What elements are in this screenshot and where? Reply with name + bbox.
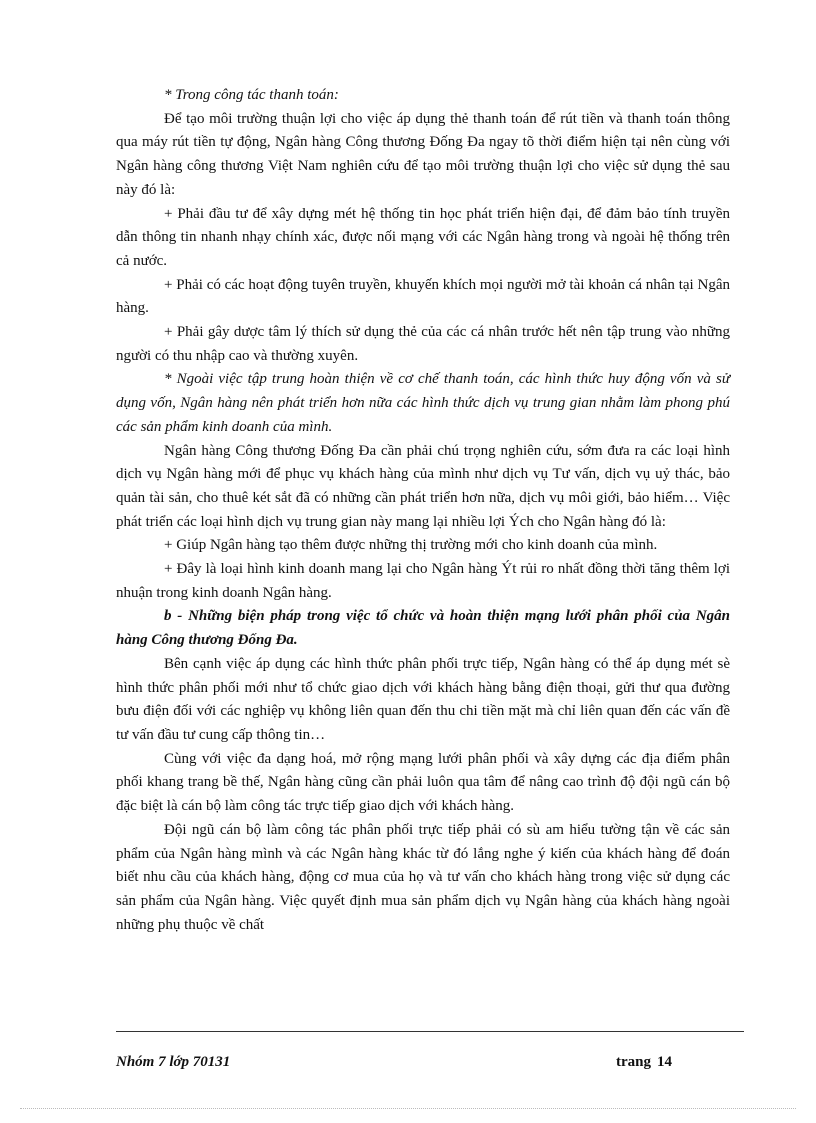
page-label: trang (616, 1054, 651, 1070)
paragraph: Bên cạnh việc áp dụng các hình thức phân phối trực tiếp, Ngân hàng có thể áp dụng mét sè hình thức phân phối mới như tổ chức giao dịch với khách hàng bằng điện thoại, gửi thư qua đường bưu điện đối với các nghiệp vụ không liên quan đến thu chi tiền mặt mà chỉ liên quan đến các vấn đề tư vấn đầu tư cung cấp thông tin… (116, 655, 730, 743)
footer-group-label: Nhóm 7 lớp 70131 (116, 1054, 231, 1070)
paragraph: + Phải gây dược tâm lý thích sử dụng thẻ của các cá nhân trước hết nên tập trung vào những người có thu nhập cao và thường xuyên. (116, 324, 730, 364)
footer-page (610, 1054, 672, 1071)
section-heading: b - Những biện pháp trong việc tổ chức và hoàn thiện mạng lưới phân phối của Ngân hàng Công thương Đống Đa. (116, 608, 730, 649)
paragraph: Đội ngũ cán bộ làm công tác phân phối trực tiếp phải có sù am hiểu tường tận về các sản phẩm của Ngân hàng mình và các Ngân hàng khác từ đó lắng nghe ý kiến của khách hàng để đoán biết nhu cầu của khách hàng, động cơ mua của họ và tư vấn cho khách hàng trong việc sử dụng các sản phẩm của Ngân hàng. Việc quyết định mua sản phẩm dịch vụ Ngân hàng của khách hàng ngoài những phụ thuộc về chất (116, 821, 730, 933)
paragraph: Để tạo môi trường thuận lợi cho việc áp dụng thẻ thanh toán để rút tiền và thanh toán thông qua máy rút tiền tự động, Ngân hàng Công thương Đống Đa ngay tõ thời điểm hiện tại nên cùng với Ngân hàng công thương Việt Nam nghiên cứu để tạo môi trường thuận lợi cho việc sử dụng thẻ sau này đó là: (116, 110, 730, 198)
paragraph: Cùng với việc đa dạng hoá, mở rộng mạng lưới phân phối và xây dựng các địa điểm phân phối khang trang bề thế, Ngân hàng cũng cần phải luôn qua tâm để nâng cao trình độ đội ngũ cán bộ đặc biệt là cán bộ làm công tác trực tiếp giao dịch với khách hàng. (116, 750, 730, 815)
paragraph: + Giúp Ngân hàng tạo thêm được những thị trường mới cho kinh doanh của mình. (164, 537, 658, 554)
paragraph: Ngân hàng Công thương Đống Đa cần phải chú trọng nghiên cứu, sớm đưa ra các loại hình dịch vụ Ngân hàng mới để phục vụ khách hàng của mình như dịch vụ Tư vấn, dịch vụ uỷ thác, bảo quản tài sản, cho thuê két sắt đã có những cần phát triển hơn nữa, dịch vụ môi giới, bảo hiểm… Việc phát triển các loại hình dịch vụ trung gian này mang lại nhiều lợi Ých cho Ngân hàng đó là: (116, 442, 730, 530)
paragraph: + Phải đầu tư để xây dựng mét hệ thống tin học phát triển hiện đại, để đảm bảo tính truyền dẫn thông tin nhanh nhạy chính xác, được nối mạng với các Ngân hàng trong và ngoài hệ thống trên cả nước. (116, 205, 730, 269)
paragraph: * Ngoài việc tập trung hoàn thiện về cơ chế thanh toán, các hình thức huy động vốn và sử dụng vốn, Ngân hàng nên phát triển hơn nữa các hình thức dịch vụ trung gian nhằm làm phong phú các sản phẩm kinh doanh của mình. (116, 371, 730, 435)
page-bottom-border (20, 1108, 796, 1109)
footer-divider (116, 1031, 744, 1032)
document-body (116, 84, 730, 937)
page-number: 14 (657, 1054, 672, 1070)
paragraph: * Trong công tác thanh toán: (164, 87, 339, 103)
paragraph: + Phải có các hoạt động tuyên truyền, khuyến khích mọi người mở tài khoản cá nhân tại Ngân hàng. (116, 276, 730, 317)
paragraph: + Đây là loại hình kinh doanh mang lại cho Ngân hàng Ýt rủi ro nhất đồng thời tăng thêm lợi nhuận trong kinh doanh Ngân hàng. (116, 561, 730, 601)
